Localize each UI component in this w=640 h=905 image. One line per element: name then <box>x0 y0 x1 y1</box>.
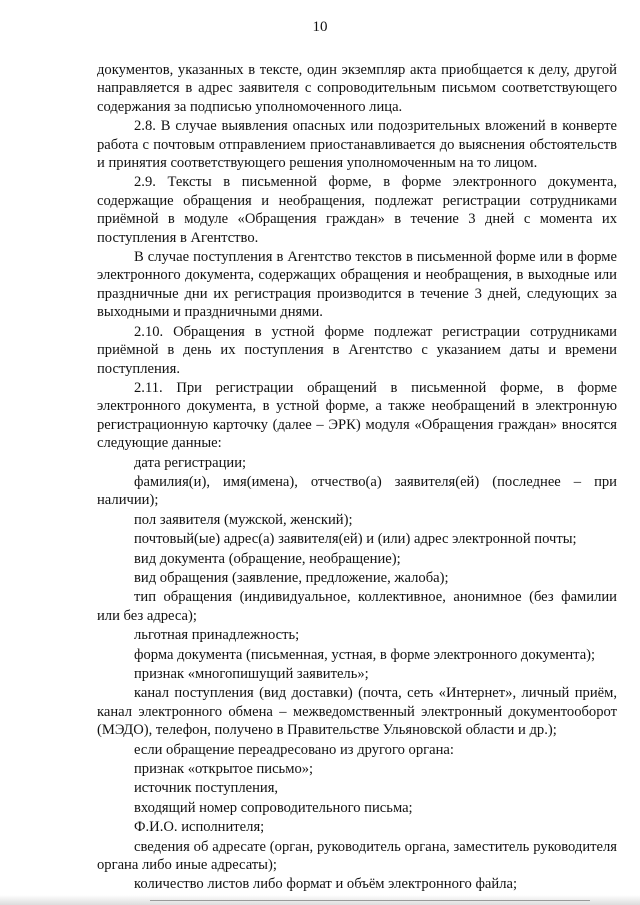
page-number: 10 <box>312 19 328 35</box>
paragraph-holiday-registration: В случае поступления в Агентство текстов в письменной форме или в форме электронного документа, содержащих обращения и необращения, в выходные или праздничные дни их регистрация производится в течение 3 дней, следующих за выходными и праздничными днями. <box>97 249 617 321</box>
list-item: дата регистрации; <box>134 454 247 471</box>
list-item: почтовый(ые) адрес(а) заявителя(ей) и (или) адрес электронной почты; <box>134 531 577 548</box>
paragraph-2-11: 2.11. При регистрации обращений в письменной форме, в форме электронного документа, в устной форме, а также необращений в электронную регистрационную карточку (далее – ЭРК) модуля «Обращения граждан» вносятся следующие данные: <box>97 379 617 452</box>
list-item: источник поступления, <box>134 780 279 797</box>
list-item: входящий номер сопроводительного письма; <box>134 799 413 816</box>
paragraph-2-10: 2.10. Обращения в устной форме подлежат регистрации сотрудниками приёмной в день их поступления в Агентство с указанием даты и времени поступления. <box>97 323 617 377</box>
list-item: фамилия(и), имя(имена), отчество(а) заявителя(ей) (последнее – при наличии); <box>97 473 617 509</box>
list-item: тип обращения (индивидуальное, коллективное, анонимное (без фамилии или без адреса); <box>97 589 617 624</box>
list-item: Ф.И.О. исполнителя; <box>134 819 265 836</box>
list-item: признак «открытое письмо»; <box>134 761 314 778</box>
paragraph-2-8: 2.8. В случае выявления опасных или подозрительных вложений в конверте работа с почтовым отправлением приостанавливается до выяснения обстоятельств и принятия соответствующего решения уполномоченным на то лицом. <box>97 118 617 172</box>
list-item: признак «многопишущий заявитель»; <box>134 666 369 682</box>
list-item: сведения об адресате (орган, руководитель органа, заместитель руководителя органа либо иные адресаты); <box>97 838 617 874</box>
list-item: форма документа (письменная, устная, в форме электронного документа); <box>134 646 596 663</box>
list-item: вид обращения (заявление, предложение, жалоба); <box>134 569 449 586</box>
list-item: льготная принадлежность; <box>134 627 300 644</box>
document-body <box>97 61 617 895</box>
paragraph-2-9: 2.9. Тексты в письменной форме, в форме электронного документа, содержащие обращения и необращения, подлежат регистрации сотрудниками приёмной в модуле «Обращения граждан» в течение 3 дней с момента их поступления в Агентство. <box>97 174 617 246</box>
list-item: канал поступления (вид доставки) (почта, сеть «Интернет», личный приём, канал электронного обмена – межведомственный электронный документооборот (МЭДО), телефон, получено в Правительстве Ульяновской области и др.); <box>97 685 617 739</box>
list-item: количество листов либо формат и объём электронного файла; <box>134 876 518 893</box>
list-item: вид документа (обращение, необращение); <box>134 550 401 567</box>
scan-artifact-line <box>150 900 590 901</box>
list-item: если обращение переадресовано из другого органа: <box>134 741 454 758</box>
list-item: пол заявителя (мужской, женский); <box>134 511 353 528</box>
paragraph-continuation: документов, указанных в тексте, один экземпляр акта приобщается к делу, другой направляется в адрес заявителя с сопроводительным письмом соответствующего содержания за подписью уполномоченного лица. <box>97 62 617 115</box>
